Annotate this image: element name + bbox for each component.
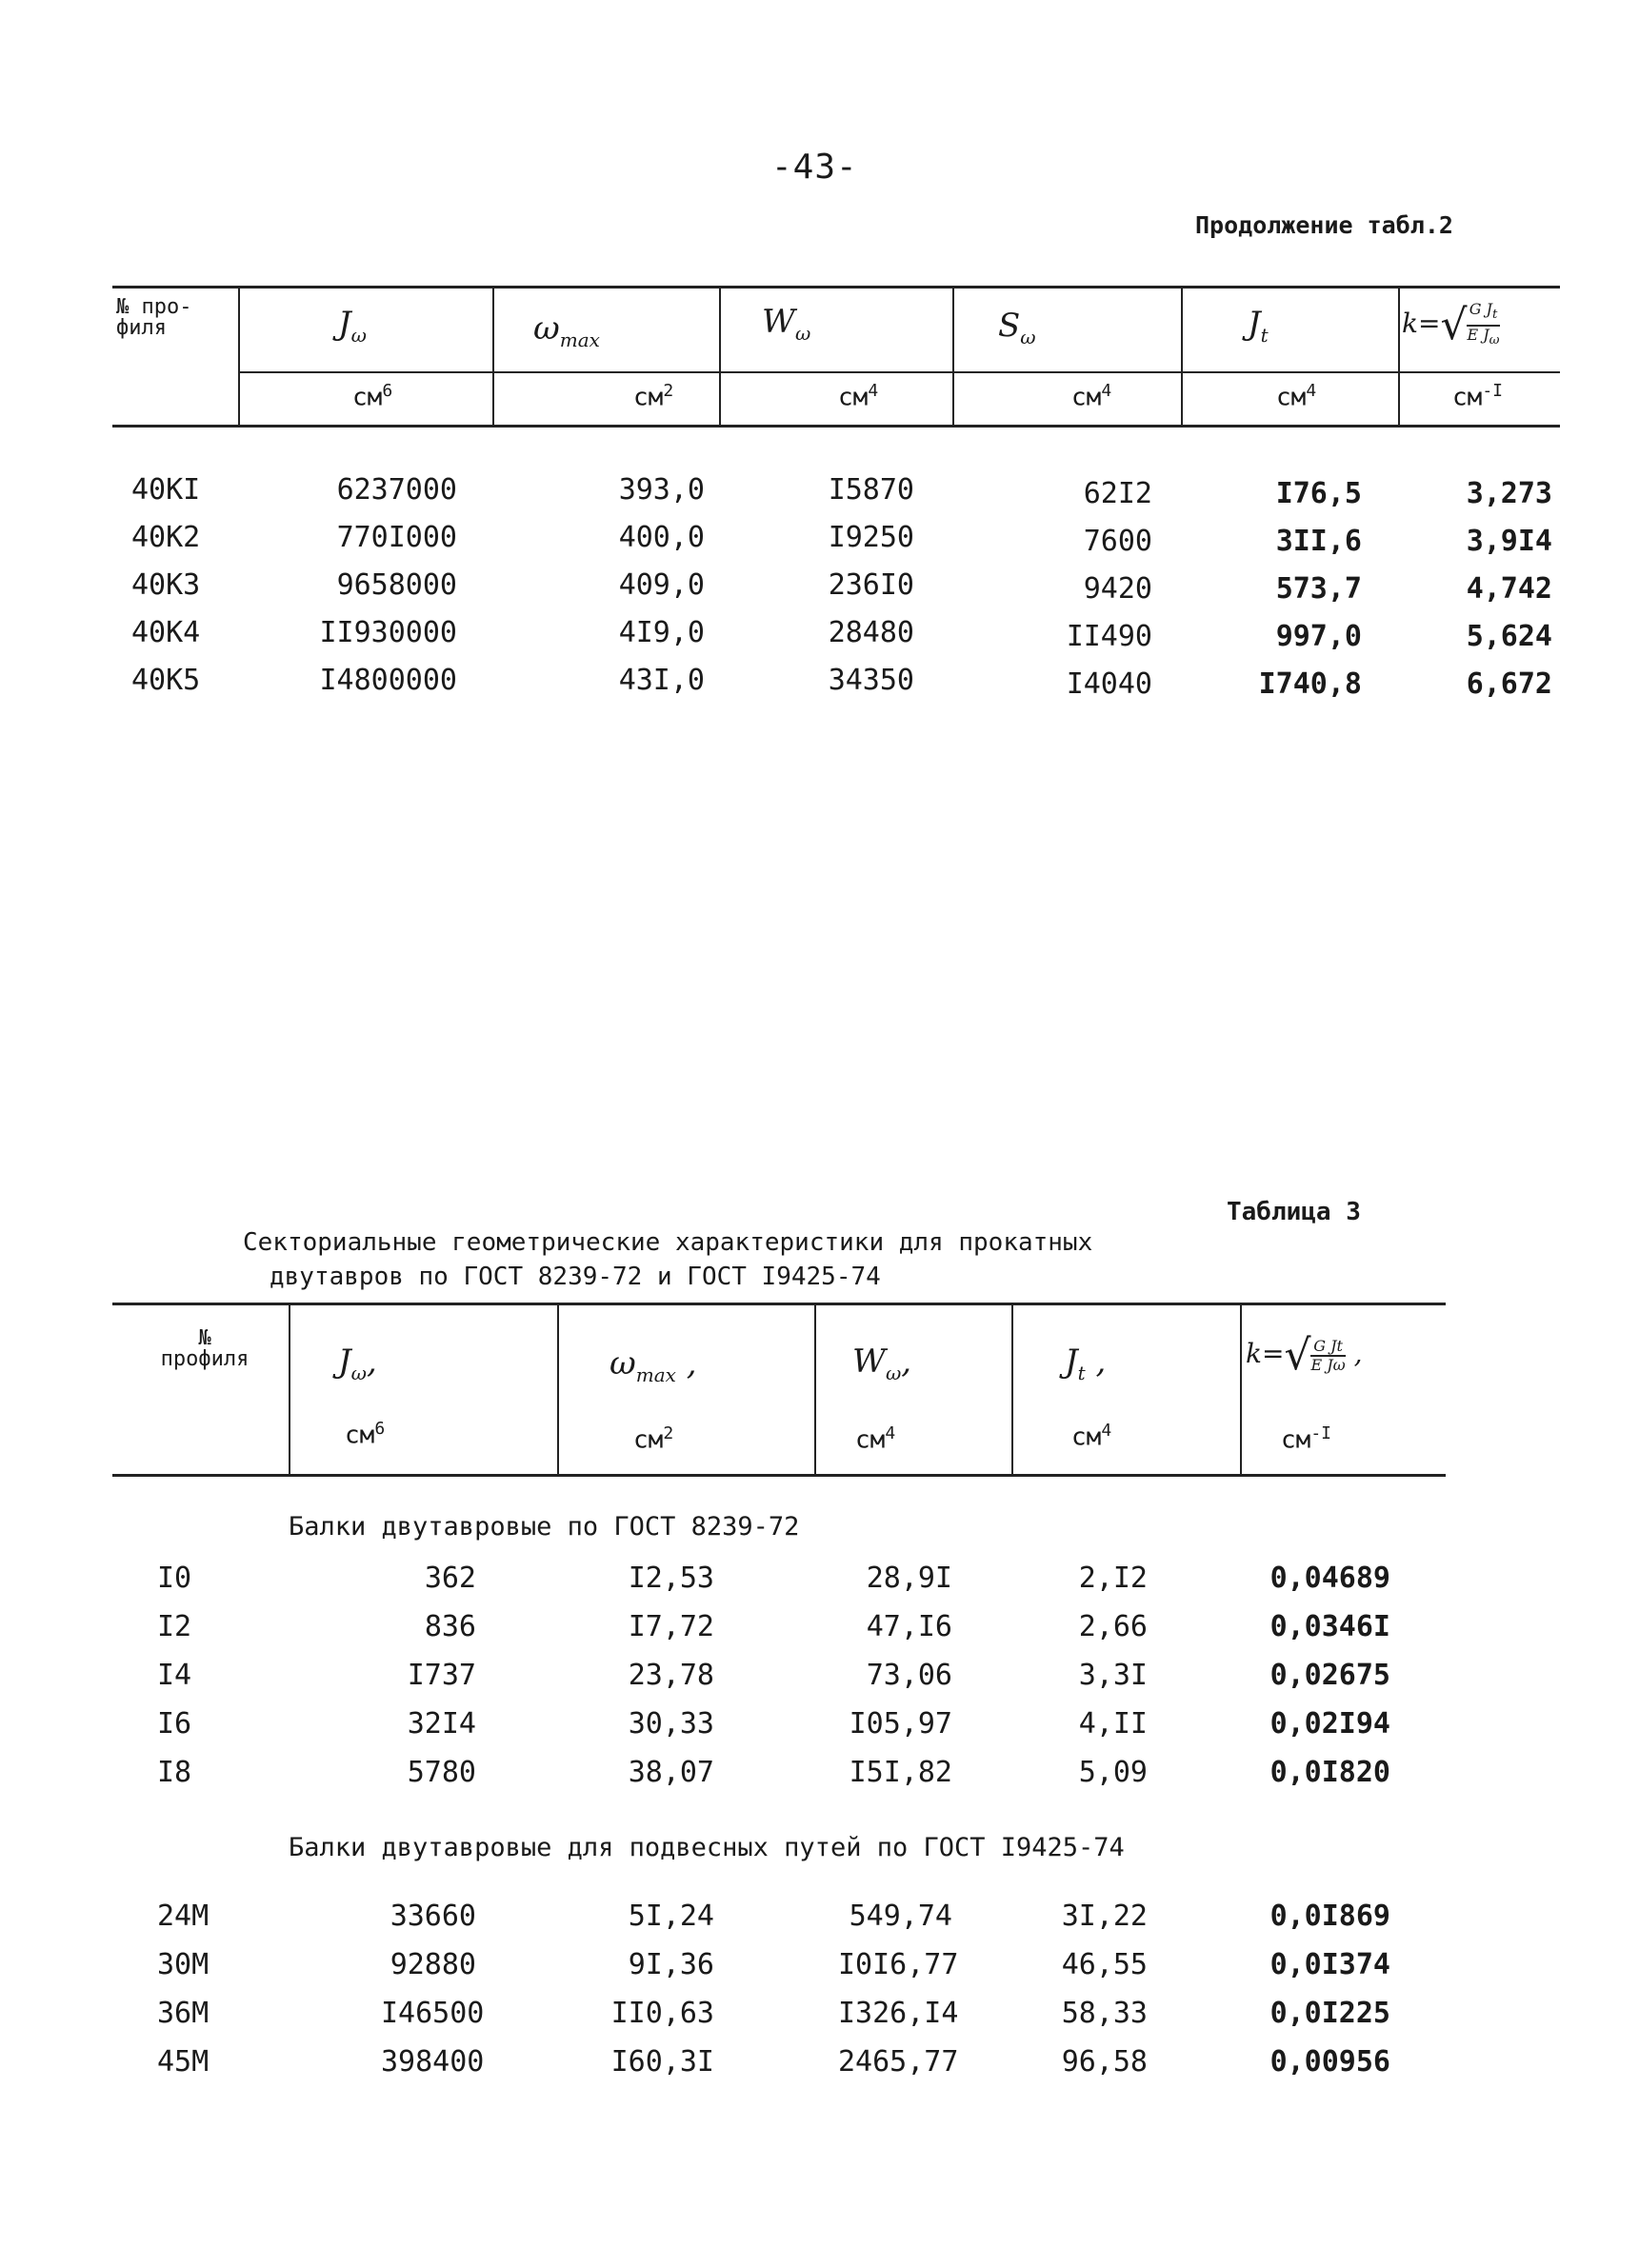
table2-cell-k: 5,624 <box>1466 620 1552 653</box>
table3-cell-wmax: 23,78 <box>628 1659 714 1692</box>
table3-cell-ww: I5I,82 <box>849 1756 952 1789</box>
table3-cell-profile: I6 <box>157 1707 192 1741</box>
table2-cell-sw: 7600 <box>1083 525 1152 558</box>
table2-cell-iw: 9658000 <box>336 568 457 602</box>
table3-cell-profile: I2 <box>157 1610 192 1643</box>
table3-unit-iw: $см^6$ <box>345 1419 386 1450</box>
table2-cell-wmax: 43I,0 <box>618 664 705 697</box>
table2-header-wmax: $\omega_{max}$ <box>533 309 600 351</box>
table2-header-iw: $J_\omega$ <box>338 305 367 347</box>
table3-header-k: k=√ $\frac{\text{G Jt}}{\text{E Jω}}$ , <box>1246 1331 1363 1380</box>
table2-cell-profile: 40К3 <box>131 568 201 602</box>
table2-cell-k: 3,273 <box>1466 477 1552 510</box>
table3-cell-k: 0,0I820 <box>1269 1756 1390 1789</box>
table2-cell-sw: II490 <box>1066 620 1152 653</box>
table3-col-divider <box>1240 1303 1242 1474</box>
table2-unit-wmax: $см^2$ <box>633 381 674 412</box>
table2-unit-iw: $см^6$ <box>352 381 393 412</box>
table2-unit-k: $см^{-I}$ <box>1452 381 1503 412</box>
table3-cell-ww: I05,97 <box>849 1707 952 1741</box>
table3-k-fraction: $\frac{\text{G Jt}}{\text{E Jω}}$ <box>1310 1336 1346 1374</box>
table3-header-profile: № профиля <box>160 1326 250 1371</box>
table2-cell-k: 3,9I4 <box>1466 525 1552 558</box>
table2-cell-sw: I4040 <box>1066 667 1152 701</box>
table3-top-rule <box>112 1303 1446 1305</box>
table2-cell-profile: 40К2 <box>131 521 201 554</box>
table3-cell-wmax: 9I,36 <box>628 1948 714 1981</box>
table3-cell-k: 0,0I374 <box>1269 1948 1390 1981</box>
sqrt-icon: √ <box>1440 301 1468 349</box>
table3-cell-iw: I737 <box>407 1659 476 1692</box>
table3-cell-iw: 33660 <box>390 1900 476 1933</box>
table3-cell-iw: 5780 <box>407 1756 476 1789</box>
table2-cell-ww: 34350 <box>828 664 914 697</box>
table3-col-divider <box>289 1303 290 1474</box>
table3-cell-profile: 45М <box>157 2045 210 2079</box>
table2-cell-jt: I740,8 <box>1258 667 1362 701</box>
table2-cell-k: 6,672 <box>1466 667 1552 701</box>
table3-bottom-rule <box>112 1474 1446 1477</box>
table3-header-ww: $W_\omega$, <box>852 1343 912 1384</box>
table2-header-k: k=√ $\frac{G J_t}{E J_\omega}$ <box>1402 300 1500 349</box>
table3-cell-profile: 36М <box>157 1997 210 2030</box>
table2-cell-sw: 62I2 <box>1083 477 1152 510</box>
table3-cell-iw: I46500 <box>381 1997 485 2030</box>
table3-cell-ww: 47,I6 <box>866 1610 952 1643</box>
table3-cell-iw: 398400 <box>381 2045 485 2079</box>
table3-cell-jt: 2,I2 <box>1078 1562 1148 1595</box>
table3-col-divider <box>814 1303 816 1474</box>
table2-cell-wmax: 409,0 <box>618 568 705 602</box>
table3-unit-k: $см^{-I}$ <box>1281 1423 1331 1455</box>
table3-cell-profile: I0 <box>157 1562 192 1595</box>
table3-cell-profile: 30М <box>157 1948 210 1981</box>
table3-cell-ww: I326,I4 <box>838 1997 959 2030</box>
table3-cell-jt: 3,3I <box>1078 1659 1148 1692</box>
table3-cell-k: 0,04689 <box>1269 1562 1390 1595</box>
table3-cell-wmax: 30,33 <box>628 1707 714 1741</box>
table3-cell-jt: 96,58 <box>1061 2045 1148 2079</box>
table3-cell-jt: 58,33 <box>1061 1997 1148 2030</box>
table2-cell-jt: I76,5 <box>1275 477 1362 510</box>
table3-cell-wmax: II0,63 <box>610 1997 714 2030</box>
table2-cell-profile: 40К5 <box>131 664 201 697</box>
table3-cell-k: 0,02I94 <box>1269 1707 1390 1741</box>
table3-cell-jt: 3I,22 <box>1061 1900 1148 1933</box>
table3-cell-k: 0,0I225 <box>1269 1997 1390 2030</box>
table2-cell-k: 4,742 <box>1466 572 1552 606</box>
table3-caption-line1: Секториальные геометрические характеристики для прокатных <box>243 1228 1093 1257</box>
table2-col-divider <box>492 286 494 425</box>
table3-col-divider <box>557 1303 559 1474</box>
table3-cell-wmax: I2,53 <box>628 1562 714 1595</box>
table3-cell-ww: 549,74 <box>849 1900 952 1933</box>
table3-cell-jt: 46,55 <box>1061 1948 1148 1981</box>
table3-cell-ww: 28,9I <box>866 1562 952 1595</box>
table2-cell-wmax: 400,0 <box>618 521 705 554</box>
table3-cell-iw: 92880 <box>390 1948 476 1981</box>
table2-cell-wmax: 4I9,0 <box>618 616 705 649</box>
table2-k-fraction: $\frac{G J_t}{E J_\omega}$ <box>1467 300 1500 348</box>
table3-cell-wmax: 38,07 <box>628 1756 714 1789</box>
table3-title: Таблица 3 <box>1227 1198 1361 1226</box>
table2-bottom-rule <box>112 425 1560 428</box>
table2-mid-rule <box>238 371 1560 373</box>
table3-caption-line2: двутавров по ГОСТ 8239-72 и ГОСТ I9425-74 <box>270 1263 881 1291</box>
table2-cell-jt: 3II,6 <box>1275 525 1362 558</box>
table2-cell-ww: I9250 <box>828 521 914 554</box>
table3-cell-wmax: 5I,24 <box>628 1900 714 1933</box>
sqrt-icon: √ <box>1284 1331 1311 1380</box>
table3-cell-ww: I0I6,77 <box>838 1948 959 1981</box>
table2-cell-profile: 40КI <box>131 473 201 507</box>
table3-cell-jt: 2,66 <box>1078 1610 1148 1643</box>
table3-cell-jt: 5,09 <box>1078 1756 1148 1789</box>
table2-header-sw: $S_\omega$ <box>998 307 1036 348</box>
table3-cell-ww: 73,06 <box>866 1659 952 1692</box>
table3-cell-iw: 836 <box>424 1610 476 1643</box>
table3-cell-iw: 32I4 <box>407 1707 476 1741</box>
table3-cell-wmax: I60,3I <box>610 2045 714 2079</box>
table3-cell-profile: I8 <box>157 1756 192 1789</box>
table2-header-ww: $W_\omega$ <box>762 303 811 345</box>
table2-cell-iw: II930000 <box>319 616 457 649</box>
table3-section2-heading: Балки двутавровые для подвесных путей по ГОСТ I9425-74 <box>289 1833 1125 1862</box>
table3-unit-jt: $см^4$ <box>1071 1421 1112 1452</box>
table3-unit-wmax: $см^2$ <box>633 1423 674 1455</box>
table2-col-divider <box>1398 286 1400 425</box>
table2-col-divider <box>719 286 721 425</box>
table2-header-profile: № про- филя <box>116 295 192 340</box>
table3-header-jt: $J_t$ , <box>1065 1343 1107 1384</box>
table2-cell-profile: 40К4 <box>131 616 201 649</box>
table3-cell-profile: I4 <box>157 1659 192 1692</box>
table3-cell-k: 0,02675 <box>1269 1659 1390 1692</box>
table2-col-divider <box>238 286 240 425</box>
continuation-label: Продолжение табл.2 <box>1195 211 1453 239</box>
table2-unit-jt: $см^4$ <box>1276 381 1317 412</box>
table3-cell-wmax: I7,72 <box>628 1610 714 1643</box>
table3-cell-k: 0,0I869 <box>1269 1900 1390 1933</box>
table2-top-rule <box>112 286 1560 288</box>
table2-cell-iw: I4800000 <box>319 664 457 697</box>
table3-cell-k: 0,00956 <box>1269 2045 1390 2079</box>
table2-cell-jt: 997,0 <box>1275 620 1362 653</box>
table2-header-jt: $J_t$ <box>1248 305 1269 347</box>
table2-cell-iw: 6237000 <box>336 473 457 507</box>
table2-cell-sw: 9420 <box>1083 572 1152 606</box>
table2-col-divider <box>1181 286 1183 425</box>
table2-cell-jt: 573,7 <box>1275 572 1362 606</box>
table2-unit-sw: $см^4$ <box>1071 381 1112 412</box>
table3-section1-heading: Балки двутавровые по ГОСТ 8239-72 <box>289 1512 800 1542</box>
table2-cell-wmax: 393,0 <box>618 473 705 507</box>
page-number: -43- <box>771 148 858 187</box>
table3-cell-k: 0,0346I <box>1269 1610 1390 1643</box>
table2-cell-ww: 28480 <box>828 616 914 649</box>
table3-cell-jt: 4,II <box>1078 1707 1148 1741</box>
table3-unit-ww: $см^4$ <box>855 1423 896 1455</box>
table2-cell-ww: I5870 <box>828 473 914 507</box>
table2-unit-ww: $см^4$ <box>838 381 879 412</box>
table2-col-divider <box>952 286 954 425</box>
table3-header-iw: $J_\omega$, <box>338 1343 377 1384</box>
table3-cell-ww: 2465,77 <box>838 2045 959 2079</box>
table3-col-divider <box>1011 1303 1013 1474</box>
table2-cell-iw: 770I000 <box>336 521 457 554</box>
table3-header-wmax: $\omega_{max}$ , <box>610 1344 697 1386</box>
table3-cell-profile: 24М <box>157 1900 210 1933</box>
table3-cell-iw: 362 <box>424 1562 476 1595</box>
table2-cell-ww: 236I0 <box>828 568 914 602</box>
